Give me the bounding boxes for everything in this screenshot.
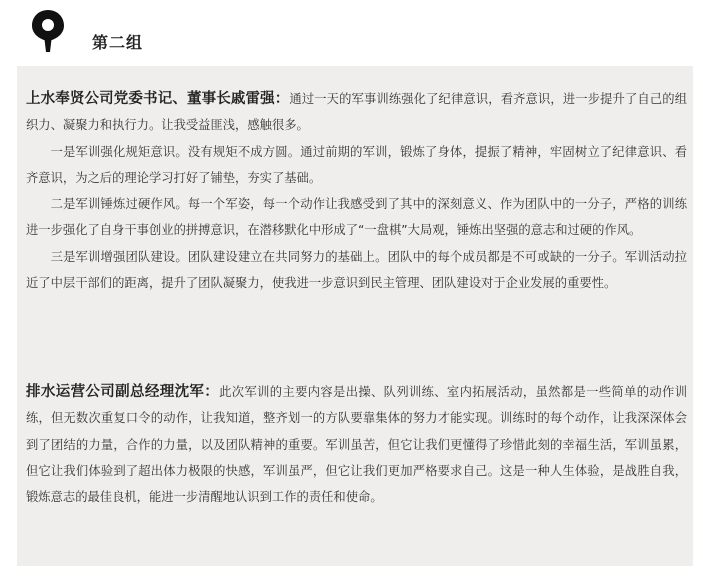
- point-paragraph: 二是军训锤炼过硬作风。每一个军姿，每一个动作让我感受到了其中的深刻意义、作为团队中的一分子，严格的训练进一步强化了自身干事创业的拼搏意识，在潜移默化中形成了“一盘棋”大局观，锤炼出坚强的意志和过硬的作风。: [26, 197, 687, 238]
- content-panel: [17, 66, 693, 566]
- group-title: 第二组: [92, 33, 144, 52]
- entry-2-body: [26, 379, 687, 510]
- map-pin-icon: [31, 9, 65, 53]
- entry-1-intro: [26, 86, 687, 139]
- point-paragraph: 三是军训增强团队建设。团队建设建立在共同努力的基础上。团队中的每个成员都是不可或缺的一分子。军训活动拉近了中层干部们的距离，提升了团队凝聚力，使我进一步意识到民主管理、团队建设对于企业发展的重要性。: [26, 249, 687, 291]
- entry-lead-text: 此次军训的主要内容是出操、队列训练、室内拓展活动，虽然都是一些简单的动作训练，但无数次重复口令的动作，让我知道，整齐划一的方队要靠集体的努力才能实现。训练时的每个动作，让我深深体会到了团结的力量，合作的力量，以及团队精神的重要。军训虽苦，但它让我们更懂得了珍惜此刻的幸福生活，军训虽累，但它让我们体验到了超出体力极限的快感，军训虽严，但它让我们更加严格要求自己。这是一种人生体验，是战胜自我，锻炼意志的最佳良机，能进一步清醒地认识到工作的责任和使命。: [26, 385, 687, 505]
- entry-1: [26, 86, 687, 296]
- speaker-name: 上水奉贤公司党委书记、董事长戚雷强：: [26, 91, 290, 107]
- speaker-name: 排水运营公司副总经理沈军：: [26, 384, 220, 400]
- section-header: [0, 0, 703, 66]
- entry-2: [26, 379, 687, 510]
- entry-lead-text: 通过一天的军事训练强化了纪律意识，看齐意识，进一步提升了自己的组织力、凝聚力和执行力。让我受益匪浅，感触很多。: [26, 92, 687, 133]
- point-paragraph: 一是军训强化规矩意识。没有规矩不成方圆。通过前期的军训，锻炼了身体，提振了精神，牢固树立了纪律意识、看齐意识，为之后的理论学习打好了铺垫，夯实了基础。: [26, 144, 687, 185]
